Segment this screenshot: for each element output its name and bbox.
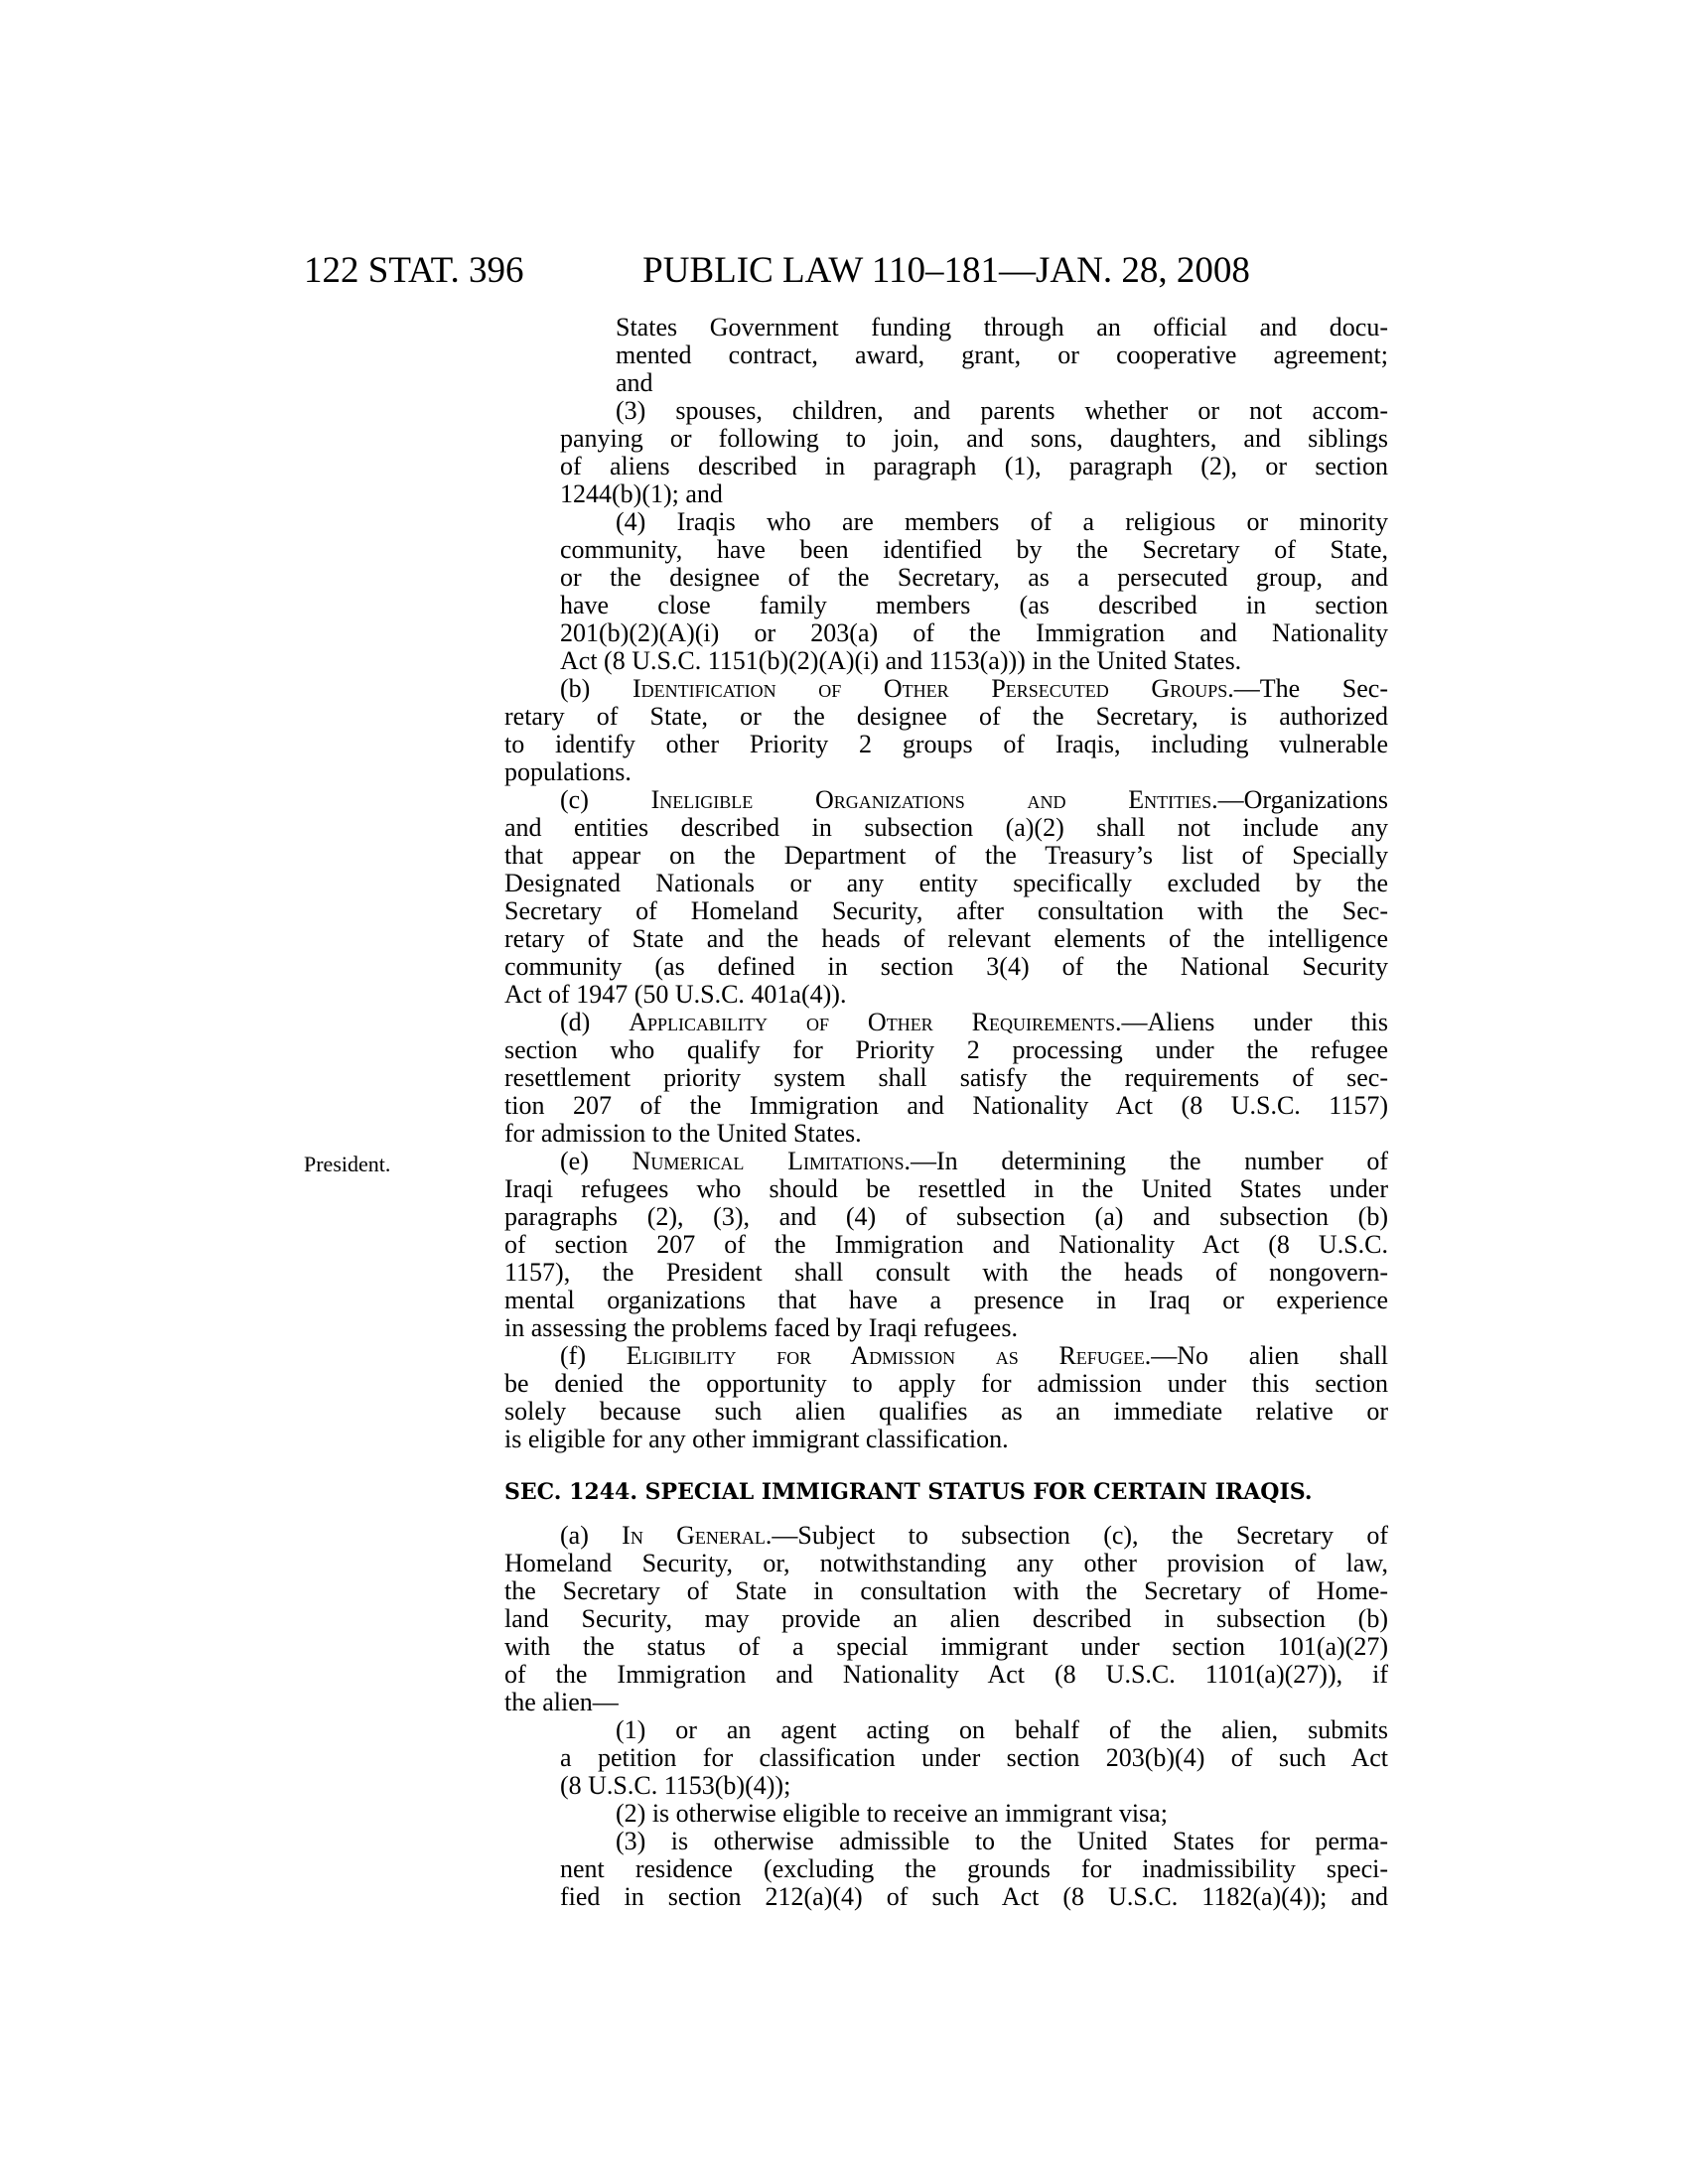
text-line: a petition for classification under section 203(b)(4) of such Act [560, 1743, 1388, 1772]
text-line: of section 207 of the Immigration and Nationality Act (8 U.S.C. [504, 1230, 1388, 1259]
text-line: solely because such alien qualifies as an immediate relative or [504, 1397, 1388, 1426]
text-line: of aliens described in paragraph (1), paragraph (2), or section [560, 452, 1388, 480]
text-line: (f) Eligibility for Admission as Refugee.—No alien shall [560, 1341, 1388, 1370]
text-line: (4) Iraqis who are members of a religious or minority [616, 507, 1388, 536]
text-line: fied in section 212(a)(4) of such Act (8 U.S.C. 1182(a)(4)); and [560, 1882, 1388, 1911]
text-line: (3) spouses, children, and parents whether or not accom- [616, 396, 1388, 425]
text-line: retary of State and the heads of relevant elements of the intelligence [504, 924, 1388, 953]
text-line: the alien— [504, 1688, 619, 1716]
text-line: (e) Numerical Limitations.—In determining the number of [560, 1147, 1388, 1175]
text-line: the Secretary of State in consultation with the Secretary of Home- [504, 1576, 1388, 1605]
text-line: populations. [504, 757, 632, 786]
text-line: retary of State, or the designee of the Secretary, is authorized [504, 702, 1388, 731]
text-line: 1157), the President shall consult with the heads of nongovern- [504, 1258, 1388, 1287]
section-heading: SEC. 1244. SPECIAL IMMIGRANT STATUS FOR CERTAIN IRAQIS. [504, 1479, 1313, 1505]
text-line: (3) is otherwise admissible to the United States for perma- [616, 1827, 1388, 1855]
text-line: mental organizations that have a presence in Iraq or experience [504, 1286, 1388, 1314]
text-line: that appear on the Department of the Treasury’s list of Specially [504, 841, 1388, 870]
text-line: of the Immigration and Nationality Act (8 U.S.C. 1101(a)(27)), if [504, 1660, 1388, 1689]
sec-1243-continuation-block [504, 314, 1388, 1453]
text-line: community (as defined in section 3(4) of the National Security [504, 952, 1388, 981]
text-line: (2) is otherwise eligible to receive an immigrant visa; [616, 1799, 1168, 1828]
text-line: with the status of a special immigrant under section 101(a)(27) [504, 1632, 1388, 1661]
text-line: community, have been identified by the Secretary of State, [560, 535, 1388, 564]
text-line: for admission to the United States. [504, 1119, 862, 1148]
running-head: PUBLIC LAW 110–181—JAN. 28, 2008 [642, 250, 1250, 291]
text-line: (c) Ineligible Organizations and Entities.—Organizations [560, 785, 1388, 814]
text-line: to identify other Priority 2 groups of Iraqis, including vulnerable [504, 730, 1388, 758]
text-line: 201(b)(2)(A)(i) or 203(a) of the Immigration and Nationality [560, 618, 1388, 647]
text-line: panying or following to join, and sons, daughters, and siblings [560, 424, 1388, 453]
page-number-label: 122 STAT. 396 [304, 250, 524, 291]
statute-text-column [504, 314, 1388, 1911]
text-line: section who qualify for Priority 2 processing under the refugee [504, 1035, 1388, 1064]
text-line: is eligible for any other immigrant classification. [504, 1425, 1009, 1453]
text-line: States Government funding through an official and docu- [616, 313, 1388, 341]
text-line: (8 U.S.C. 1153(b)(4)); [560, 1771, 791, 1800]
text-line: (a) In General.—Subject to subsection (c), the Secretary of [560, 1521, 1388, 1550]
margin-note: President. [304, 1152, 391, 1176]
text-line: (d) Applicability of Other Requirements.—Aliens under this [560, 1008, 1388, 1036]
text-line: and entities described in subsection (a)(2) shall not include any [504, 813, 1388, 842]
text-line: (b) Identification of Other Persecuted Groups.—The Sec- [560, 674, 1388, 703]
text-line: paragraphs (2), (3), and (4) of subsection (a) and subsection (b) [504, 1202, 1388, 1231]
sec-1244-body-block [504, 1522, 1388, 1911]
text-line: 1244(b)(1); and [560, 479, 723, 508]
text-line: in assessing the problems faced by Iraqi refugees. [504, 1313, 1018, 1342]
text-line: nent residence (excluding the grounds for inadmissibility speci- [560, 1854, 1388, 1883]
text-line: Secretary of Homeland Security, after consultation with the Sec- [504, 896, 1388, 925]
text-line: Act of 1947 (50 U.S.C. 401a(4)). [504, 980, 847, 1009]
text-line: Designated Nationals or any entity specifically excluded by the [504, 869, 1388, 897]
text-line: and [616, 368, 653, 397]
text-line: Iraqi refugees who should be resettled in the United States under [504, 1174, 1388, 1203]
text-line: mented contract, award, grant, or cooperative agreement; [616, 341, 1388, 369]
text-line: Act (8 U.S.C. 1151(b)(2)(A)(i) and 1153(a))) in the United States. [560, 646, 1242, 675]
text-line: resettlement priority system shall satisfy the requirements of sec- [504, 1063, 1388, 1092]
text-line: Homeland Security, or, notwithstanding any other provision of law, [504, 1549, 1388, 1577]
text-line: tion 207 of the Immigration and Nationality Act (8 U.S.C. 1157) [504, 1091, 1388, 1120]
text-line: land Security, may provide an alien described in subsection (b) [504, 1604, 1388, 1633]
text-line: have close family members (as described in section [560, 591, 1388, 619]
text-line: (1) or an agent acting on behalf of the alien, submits [616, 1715, 1388, 1744]
text-line: be denied the opportunity to apply for admission under this section [504, 1369, 1388, 1398]
text-line: or the designee of the Secretary, as a persecuted group, and [560, 563, 1388, 592]
